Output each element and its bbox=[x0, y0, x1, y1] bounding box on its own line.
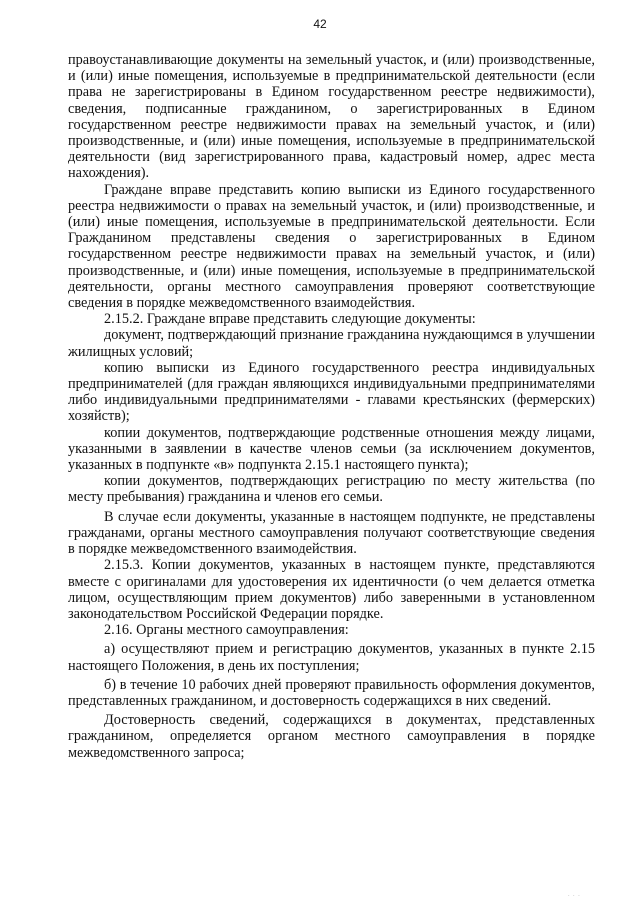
paragraph: В случае если документы, указанные в настоящем подпункте, не представлены гражданами, органы местного самоуправления получают соответствующие сведения в порядке межведомственного взаимодействия. bbox=[68, 508, 595, 558]
paragraph: 2.15.2. Граждане вправе представить следующие документы: bbox=[104, 311, 476, 328]
paragraph: 2.16. Органы местного самоуправления: bbox=[104, 622, 349, 639]
paragraph: а) осуществляют прием и регистрацию документов, указанных в пункте 2.15 настоящего Положения, в день их поступления; bbox=[68, 641, 595, 674]
paragraph: б) в течение 10 рабочих дней проверяют правильность оформления документов, представленных гражданином, и достоверность содержащихся в них сведений. bbox=[68, 676, 595, 709]
document-body bbox=[68, 52, 595, 761]
paragraph: копии документов, подтверждающих регистрацию по месту жительства (по месту пребывания) гражданина и членов его семьи. bbox=[68, 473, 595, 506]
paragraph: копию выписки из Единого государственного реестра индивидуальных предпринимателей (для граждан являющихся индивидуальными предпринимателями либо индивидуальными предпринимателями - главами крестьянских (фермерских) хозяйств); bbox=[68, 359, 595, 425]
page-number: 42 bbox=[313, 17, 327, 31]
scan-mark-icon: · · · bbox=[568, 893, 581, 899]
paragraph: Достоверность сведений, содержащихся в документах, представленных гражданином, определяется органом местного самоуправления в порядке межведомственного запроса; bbox=[68, 712, 595, 761]
paragraph: 2.15.3. Копии документов, указанных в настоящем пункте, представляются вместе с оригиналами для удостоверения их идентичности (о чем делается отметка лицом, осуществляющим прием документов) либо заверенными в установленном законодательством Российской Федерации порядке. bbox=[68, 557, 595, 622]
paragraph: копии документов, подтверждающие родственные отношения между лицами, указанными в заявлении в качестве членов семьи (за исключением документов, указанных в подпункте «в» подпункта 2.15.1 настоящего пункта); bbox=[68, 424, 595, 474]
paragraph: правоустанавливающие документы на земельный участок, и (или) производственные, и (или) иные помещения, используемые в предпринимательской деятельности (если права не зарегистрированы в Едином государственном реестре недвижимости), сведения, подписанные гражданином, о зарегистрированных в Едином государственном реестре недвижимости правах на земельный участок, и (или) производственные, и (или) иные помещения, используемые в предпринимательской деятельности (вид зарегистрированного права, кадастровый номер, адрес места нахождения). bbox=[68, 52, 595, 182]
paragraph: документ, подтверждающий признание гражданина нуждающимся в улучшении жилищных условий; bbox=[68, 327, 595, 360]
paragraph: Граждане вправе представить копию выписки из Единого государственного реестра недвижимости о правах на земельный участок, и (или) производственные, и (или) иные помещения, используемые в предпринимательской деятельности. Если Гражданином представлены сведения о зарегистрированных в Едином государственном реестре недвижимости правах на земельный участок, и (или) производственные, и (или) иные помещения, используемые в предпринимательской деятельности, органы местного самоуправления проверяют соответствующие сведения в порядке межведомственного взаимодействия. bbox=[68, 181, 595, 312]
